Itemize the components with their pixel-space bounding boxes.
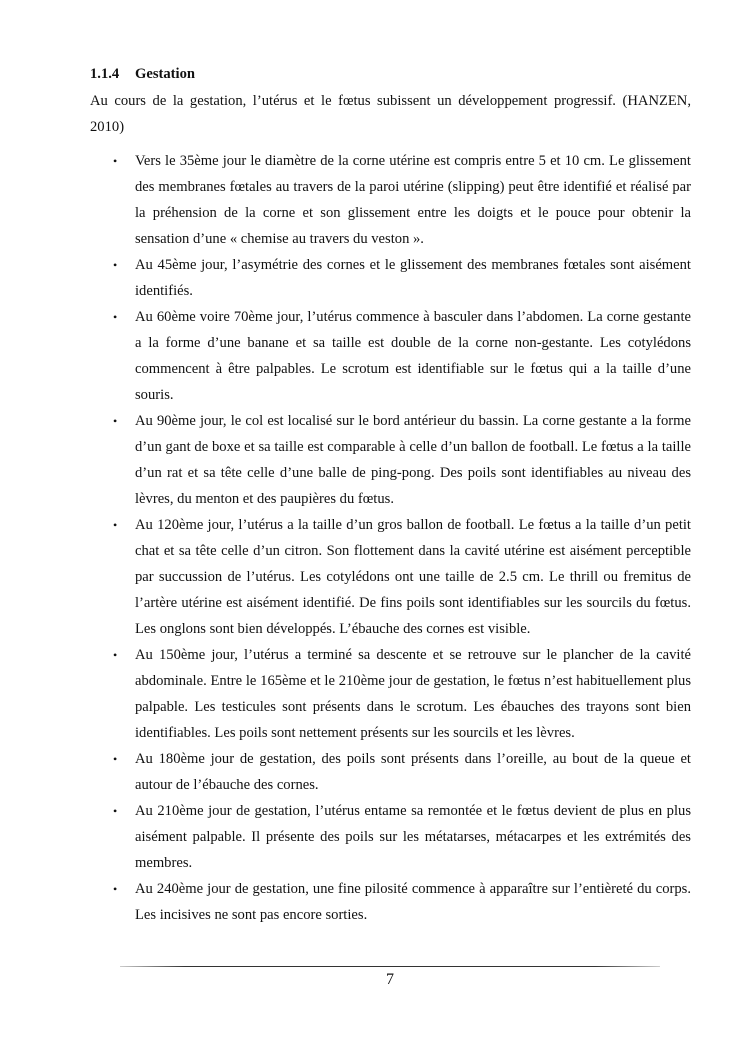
list-item [90, 512, 691, 642]
list-item [90, 642, 691, 746]
list-item-text: Au 210ème jour de gestation, l’utérus entame sa remontée et le fœtus devient de plus en plus aisément palpable. Il présente des poils sur les métatarses, métacarpes et les extrémités des membres. [135, 803, 691, 871]
bullet-icon: • [113, 752, 118, 766]
bullet-icon: • [113, 310, 118, 324]
intro-paragraph: Au cours de la gestation, l’utérus et le fœtus subissent un développement progressif. (HANZEN, 2010) [90, 93, 691, 135]
list-item-text: Au 150ème jour, l’utérus a terminé sa descente et se retrouve sur le plancher de la cavité abdominale. Entre le 165ème et le 210ème jour de gestation, le fœtus n’est habituellement plus palpable. Les testicules sont présents dans le scrotum. Les ébauches des trayons sont bien identifiables. Les poils sont nettement présents sur les sourcils et les lèvres. [135, 647, 691, 741]
section-title: Gestation [135, 66, 195, 82]
bullet-icon: • [113, 882, 118, 896]
list-item-text: Au 60ème voire 70ème jour, l’utérus commence à basculer dans l’abdomen. La corne gestante a la forme d’une banane et sa taille est double de la corne non-gestante. Les cotylédons commencent à être palpables. Le scrotum est identifiable sur le fœtus qui a la taille d’une souris. [135, 309, 691, 403]
list-item [90, 252, 691, 304]
bullet-icon: • [113, 258, 118, 272]
list-item [90, 304, 691, 408]
list-item-text: Au 120ème jour, l’utérus a la taille d’un gros ballon de football. Le fœtus a la taille d’un petit chat et sa tête celle d’un citron. Son flottement dans la cavité utérine est aisément perceptible par succussion de l’utérus. Les cotylédons ont une taille de 2.5 cm. Le thrill ou fremitus de l’artère utérine est aisément identifié. De fins poils sont identifiables sur les sourcils du fœtus. Les onglons sont bien développés. L’ébauche des cornes est visible. [135, 517, 691, 637]
list-item [90, 876, 691, 928]
list-item-text: Vers le 35ème jour le diamètre de la corne utérine est compris entre 5 et 10 cm. Le glissement des membranes fœtales au travers de la paroi utérine (slipping) peut être identifié et réalisé par la préhension de la corne et son glissement entre les doigts et le pouce pour obtenir la sensation d’une « chemise au travers du veston ». [135, 153, 691, 247]
bullet-icon: • [113, 518, 118, 532]
list-item [90, 408, 691, 512]
list-item [90, 746, 691, 798]
list-item [90, 798, 691, 876]
footer-divider [120, 966, 660, 967]
list-item [90, 148, 691, 252]
list-item-text: Au 240ème jour de gestation, une fine pilosité commence à apparaître sur l’entièreté du corps. Les incisives ne sont pas encore sorties. [135, 881, 691, 923]
bullet-icon: • [113, 414, 118, 428]
list-item-text: Au 45ème jour, l’asymétrie des cornes et le glissement des membranes fœtales sont aisément identifiés. [135, 257, 691, 299]
section-heading [90, 64, 691, 84]
bullet-icon: • [113, 804, 118, 818]
bullet-icon: • [113, 154, 118, 168]
list-item-text: Au 90ème jour, le col est localisé sur le bord antérieur du bassin. La corne gestante a la forme d’un gant de boxe et sa taille est comparable à celle d’un ballon de football. Le fœtus a la taille d’un rat et sa tête celle d’une balle de ping-pong. Des poils sont identifiables au niveau des lèvres, du menton et des paupières du fœtus. [135, 413, 691, 507]
section-number: 1.1.4 [90, 66, 120, 82]
bullet-list [90, 148, 691, 928]
bullet-icon: • [113, 648, 118, 662]
page-number: 7 [386, 971, 394, 988]
list-item-text: Au 180ème jour de gestation, des poils sont présents dans l’oreille, au bout de la queue et autour de l’ébauche des cornes. [135, 751, 691, 793]
page-content [90, 64, 691, 928]
